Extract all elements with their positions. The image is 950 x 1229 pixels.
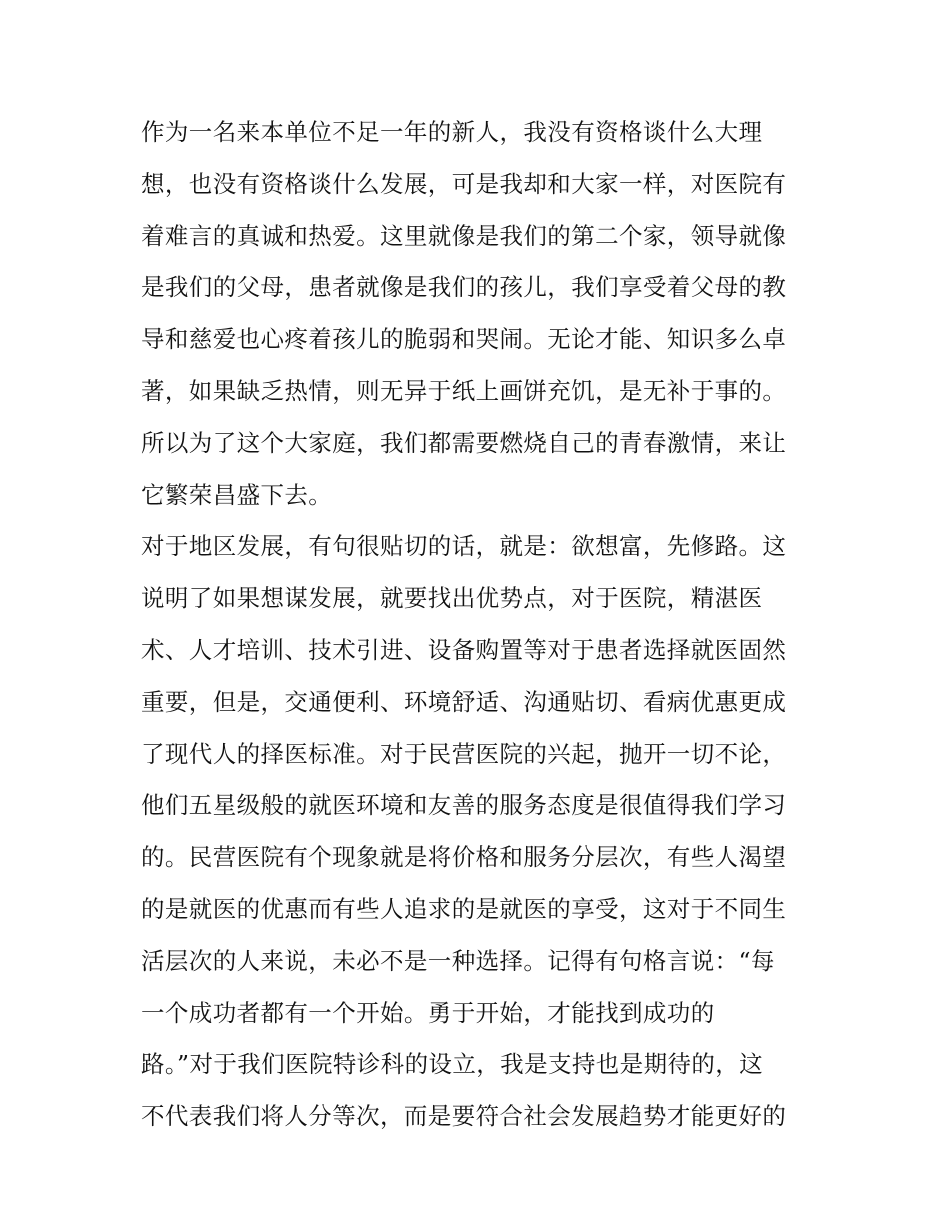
text-line: 的是就医的优惠而有些人追求的是就医的享受，这对于不同生 xyxy=(141,894,787,923)
text-line: 它繁荣昌盛下去。 xyxy=(141,480,333,509)
text-line: 说明了如果想谋发展，就要找出优势点，对于医院，精湛医 xyxy=(141,584,763,613)
text-line: 作为一名来本单位不足一年的新人，我没有资格谈什么大理 xyxy=(141,118,763,146)
text-line: 了现代人的择医标准。对于民营医院的兴起，抛开一切不论， xyxy=(141,739,787,768)
text-line: 重要，但是，交通便利、环境舒适、沟通贴切、看病优惠更成 xyxy=(141,687,787,716)
text-line: 他们五星级般的就医环境和友善的服务态度是很值得我们学习 xyxy=(141,791,787,820)
text-line: 一个成功者都有一个开始。勇于开始，才能找到成功的 xyxy=(141,998,715,1027)
text-line: 对于地区发展，有句很贴切的话，就是：欲想富，先修路。这 xyxy=(141,532,787,561)
body-text xyxy=(141,107,821,1143)
text-line: 导和慈爱也心疼着孩儿的脆弱和哭闹。无论才能、知识多么卓 xyxy=(141,325,787,354)
text-line: 是我们的父母，患者就像是我们的孩儿，我们享受着父母的教 xyxy=(141,273,787,302)
text-line: 路。”对于我们医院特诊科的设立，我是支持也是期待的，这 xyxy=(141,1050,764,1079)
text-line: 术、人才培训、技术引进、设备购置等对于患者选择就医固然 xyxy=(141,635,787,664)
text-line: 不代表我们将人分等次，而是要符合社会发展趋势才能更好的 xyxy=(141,1102,787,1131)
text-line: 想，也没有资格谈什么发展，可是我却和大家一样，对医院有 xyxy=(141,169,787,198)
text-line: 的。民营医院有个现象就是将价格和服务分层次，有些人渴望 xyxy=(141,843,787,872)
text-line: 所以为了这个大家庭，我们都需要燃烧自己的青春激情，来让 xyxy=(141,428,787,457)
text-line: 著，如果缺乏热情，则无异于纸上画饼充饥，是无补于事的。 xyxy=(141,376,787,405)
text-line: 活层次的人来说，未必不是一种选择。记得有句格言说：“每 xyxy=(141,946,775,975)
text-line: 着难言的真诚和热爱。这里就像是我们的第二个家，领导就像 xyxy=(141,221,787,250)
